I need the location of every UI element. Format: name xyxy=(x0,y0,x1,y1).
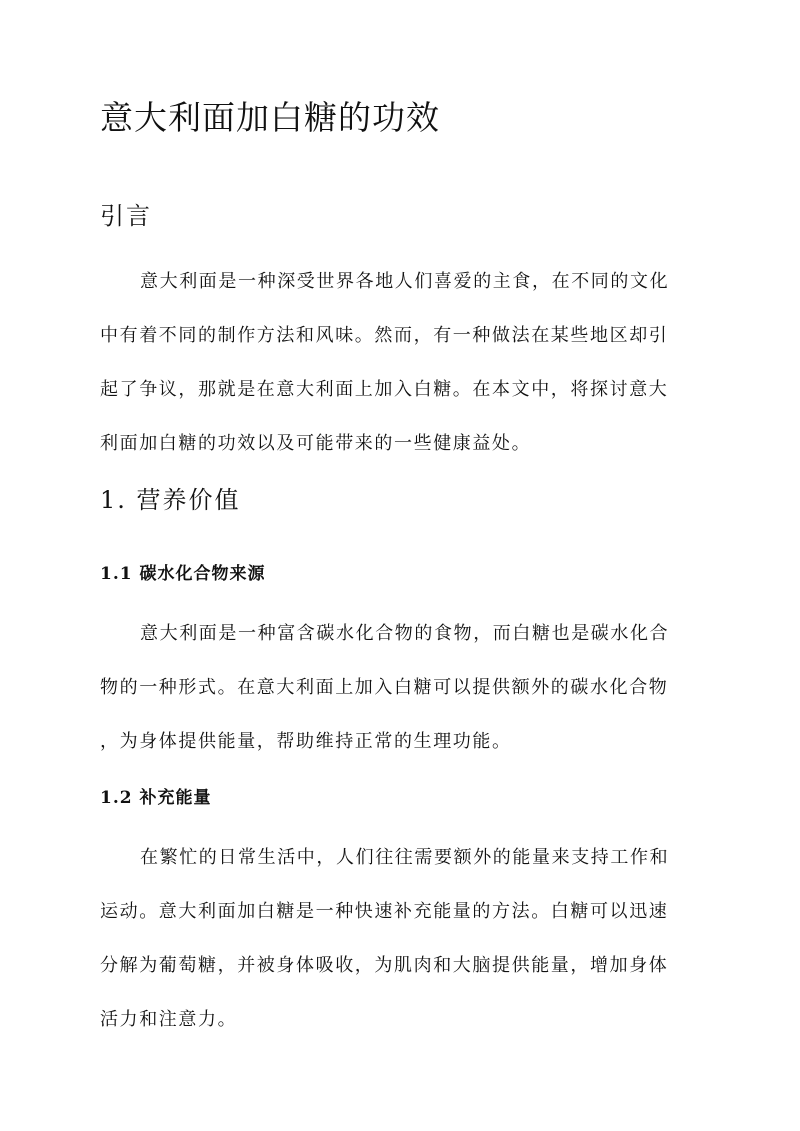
paragraph-line: 中有着不同的制作方法和风味。然而，有一种做法在某些地区却引 xyxy=(100,325,669,346)
intro-heading: 引言 xyxy=(100,202,152,230)
paragraph-line: 在繁忙的日常生活中，人们往往需要额外的能量来支持工作和 xyxy=(140,847,670,868)
paragraph-line: 起了争议，那就是在意大利面上加入白糖。在本文中，将探讨意大 xyxy=(100,379,669,400)
paragraph-line: ，为身体提供能量，帮助维持正常的生理功能。 xyxy=(100,731,512,752)
subsection-1-1-paragraph xyxy=(100,607,700,769)
intro-paragraph xyxy=(100,255,700,471)
document-title: 意大利面加白糖的功效 xyxy=(100,98,440,137)
subsection-1-2-heading: 1.2 补充能量 xyxy=(100,788,212,808)
paragraph-line: 分解为葡萄糖，并被身体吸收，为肌肉和大脑提供能量，增加身体 xyxy=(100,955,669,976)
paragraph-line: 意大利面是一种深受世界各地人们喜爱的主食，在不同的文化 xyxy=(140,271,670,292)
paragraph-line: 活力和注意力。 xyxy=(100,1009,238,1030)
paragraph-line: 利面加白糖的功效以及可能带来的一些健康益处。 xyxy=(100,433,532,454)
paragraph-line: 意大利面是一种富含碳水化合物的食物，而白糖也是碳水化合 xyxy=(140,623,670,644)
paragraph-line: 物的一种形式。在意大利面上加入白糖可以提供额外的碳水化合物 xyxy=(100,677,669,698)
subsection-1-1-heading: 1.1 碳水化合物来源 xyxy=(100,564,266,584)
subsection-1-2-paragraph xyxy=(100,831,700,1047)
paragraph-line: 运动。意大利面加白糖是一种快速补充能量的方法。白糖可以迅速 xyxy=(100,901,669,922)
section-1-heading: 1. 营养价值 xyxy=(100,486,241,514)
